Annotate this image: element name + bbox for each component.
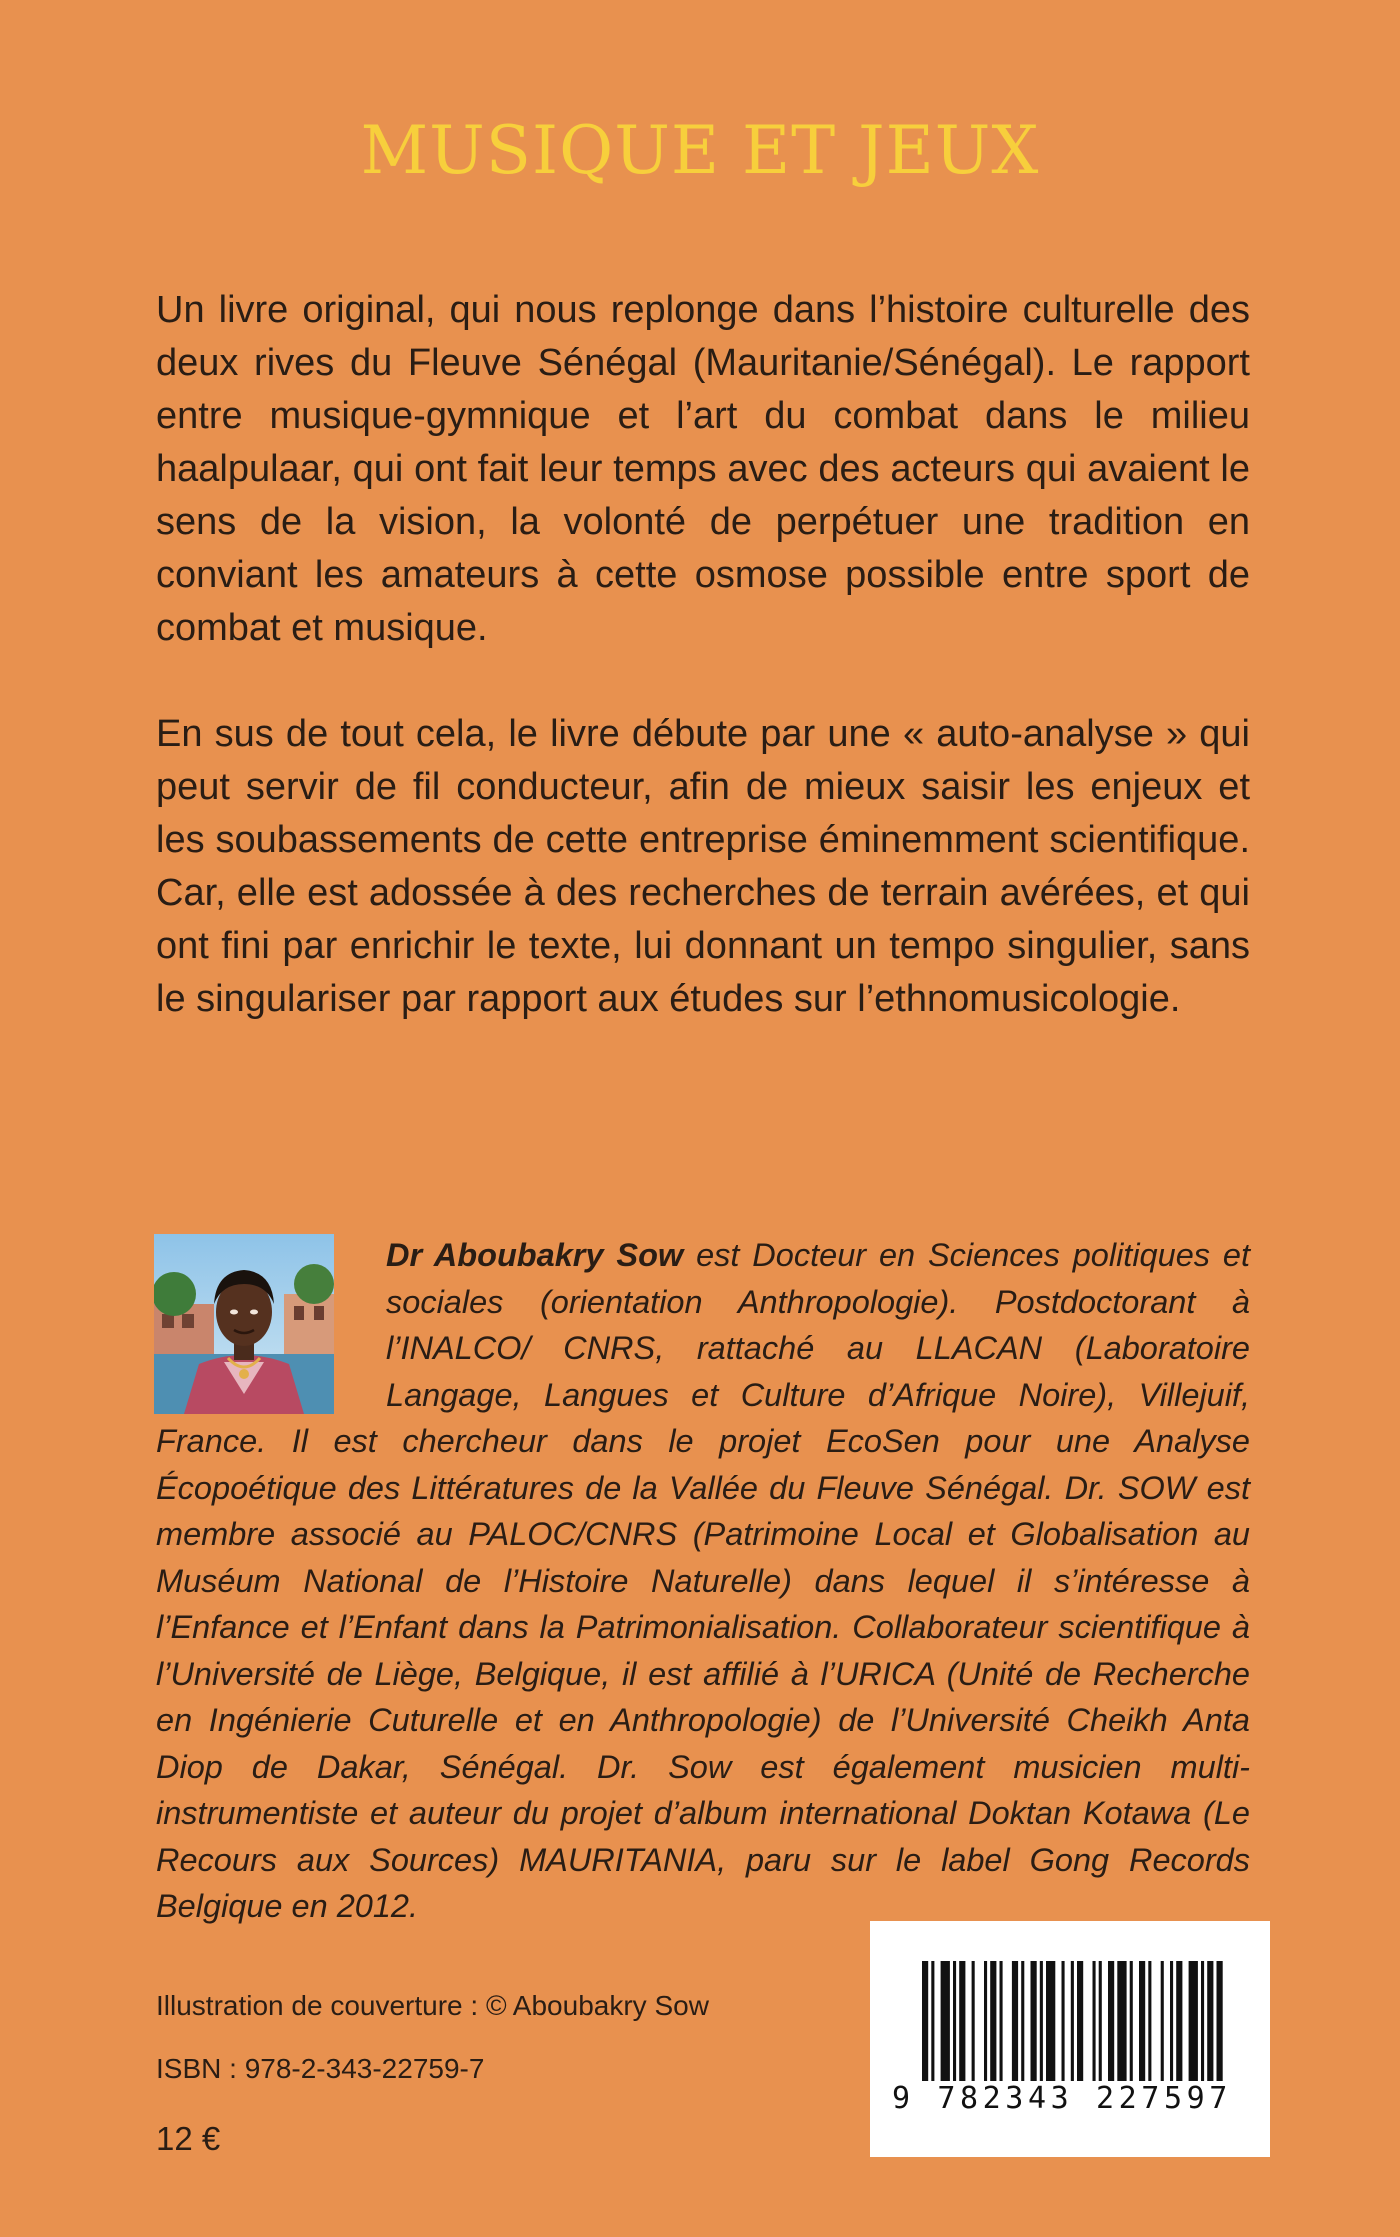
barcode-bar bbox=[1176, 1961, 1182, 2081]
barcode-bar bbox=[1093, 1961, 1096, 2081]
barcode-bar bbox=[1077, 1961, 1083, 2081]
barcode-bar bbox=[1170, 1961, 1173, 2081]
barcode-bar bbox=[959, 1961, 965, 2081]
barcode-bar bbox=[1012, 1961, 1018, 2081]
barcode-bar bbox=[1217, 1961, 1223, 2081]
barcode-bar bbox=[1148, 1961, 1151, 2081]
barcode-bar bbox=[941, 1961, 950, 2081]
barcode-bar bbox=[931, 1961, 934, 2081]
cover-illustration-credit: Illustration de couverture : © Aboubakry Sow bbox=[156, 1990, 709, 2021]
barcode-bar bbox=[1207, 1961, 1213, 2081]
barcode-bar bbox=[1031, 1961, 1037, 2081]
barcode-bar bbox=[1189, 1961, 1198, 2081]
barcode-bar bbox=[1130, 1961, 1133, 2081]
price: 12 € bbox=[156, 2120, 221, 2157]
barcode-bar bbox=[972, 1961, 975, 2081]
barcode-bar bbox=[1071, 1961, 1074, 2081]
barcode-bar bbox=[1099, 1961, 1102, 2081]
barcode-bar bbox=[1046, 1961, 1055, 2081]
description-paragraph-1: Un livre original, qui nous replonge dans l’histoire culturelle des deux rives du Fleuve Sénégal (Mauritanie/Sénégal). Le rapport entre musique-gymnique et l’art du combat dans le milieu haalpulaar, qui ont fait leur temps avec des acteurs qui avaient le sens de la vision, la volonté de perpétuer une tradition en conviant les amateurs à cette osmose possible entre sport de combat et musique. bbox=[156, 289, 1250, 649]
barcode-bar bbox=[1108, 1961, 1114, 2081]
barcode-bar bbox=[1161, 1961, 1164, 2081]
barcode-bar bbox=[990, 1961, 996, 2081]
barcode-bar bbox=[953, 1961, 956, 2081]
barcode-bars bbox=[870, 1921, 1270, 2157]
barcode-bar bbox=[1201, 1961, 1204, 2081]
barcode-bar bbox=[984, 1961, 987, 2081]
book-title: MUSIQUE ET JEUX bbox=[360, 112, 1040, 189]
description-paragraph-2: En sus de tout cela, le livre débute par une « auto-analyse » qui peut servir de fil conducteur, afin de mieux saisir les enjeux et les soubassements de cette entreprise éminemment scientifique. Car, elle est adossée à des recherches de terrain avérées, et qui ont fini par enrichir le texte, lui donnant un tempo singulier, sans le singulariser par rapport aux études sur l’ethnomusicologie. bbox=[156, 713, 1250, 1020]
barcode bbox=[870, 1921, 1270, 2157]
barcode-bar bbox=[1040, 1961, 1043, 2081]
barcode-digits: 9 782343 227597 bbox=[892, 2081, 1232, 2116]
author-bio-text: est Docteur en Sciences politiques et sociales (orientation Anthropologie). Postdoctorant à l’INALCO/ CNRS, rattaché au LLACAN (Laboratoire Langage, Langues et Culture d’Afrique Noire), Villejuif, France. Il est chercheur dans le projet EcoSen pour une Analyse Écopoétique des Littératures de la Vallée du Fleuve Sénégal. Dr. SOW est membre associé au PALOC/CNRS (Patrimoine Local et Globalisation au Muséum National de l’Histoire Naturelle) dans lequel il s’intéresse à l’Enfance et l’Enfant dans la Patrimonialisation. Collaborateur scientifique à l’Université de Liège, Belgique, il est affilié à l’URICA (Unité de Recherche en Ingénierie Cuturelle et en Anthropologie) de l’Université Cheikh Anta Diop de Dakar, Sénégal. Dr. Sow est également musicien multi-instrumentiste et auteur du projet d’album international Doktan Kotawa (Le Recours aux Sources) MAURITANIA, paru sur le label Gong Records Belgique en 2012. bbox=[156, 1237, 1250, 1924]
barcode-bar bbox=[1117, 1961, 1126, 2081]
author-bio bbox=[156, 1232, 1250, 1930]
barcode-bar bbox=[1000, 1961, 1003, 2081]
isbn: ISBN : 978-2-343-22759-7 bbox=[156, 2053, 485, 2084]
barcode-bar bbox=[922, 1961, 928, 2081]
barcode-bar bbox=[1021, 1961, 1024, 2081]
author-name: Dr Aboubakry Sow bbox=[386, 1237, 684, 1273]
barcode-bar bbox=[1062, 1961, 1065, 2081]
barcode-bar bbox=[1139, 1961, 1145, 2081]
